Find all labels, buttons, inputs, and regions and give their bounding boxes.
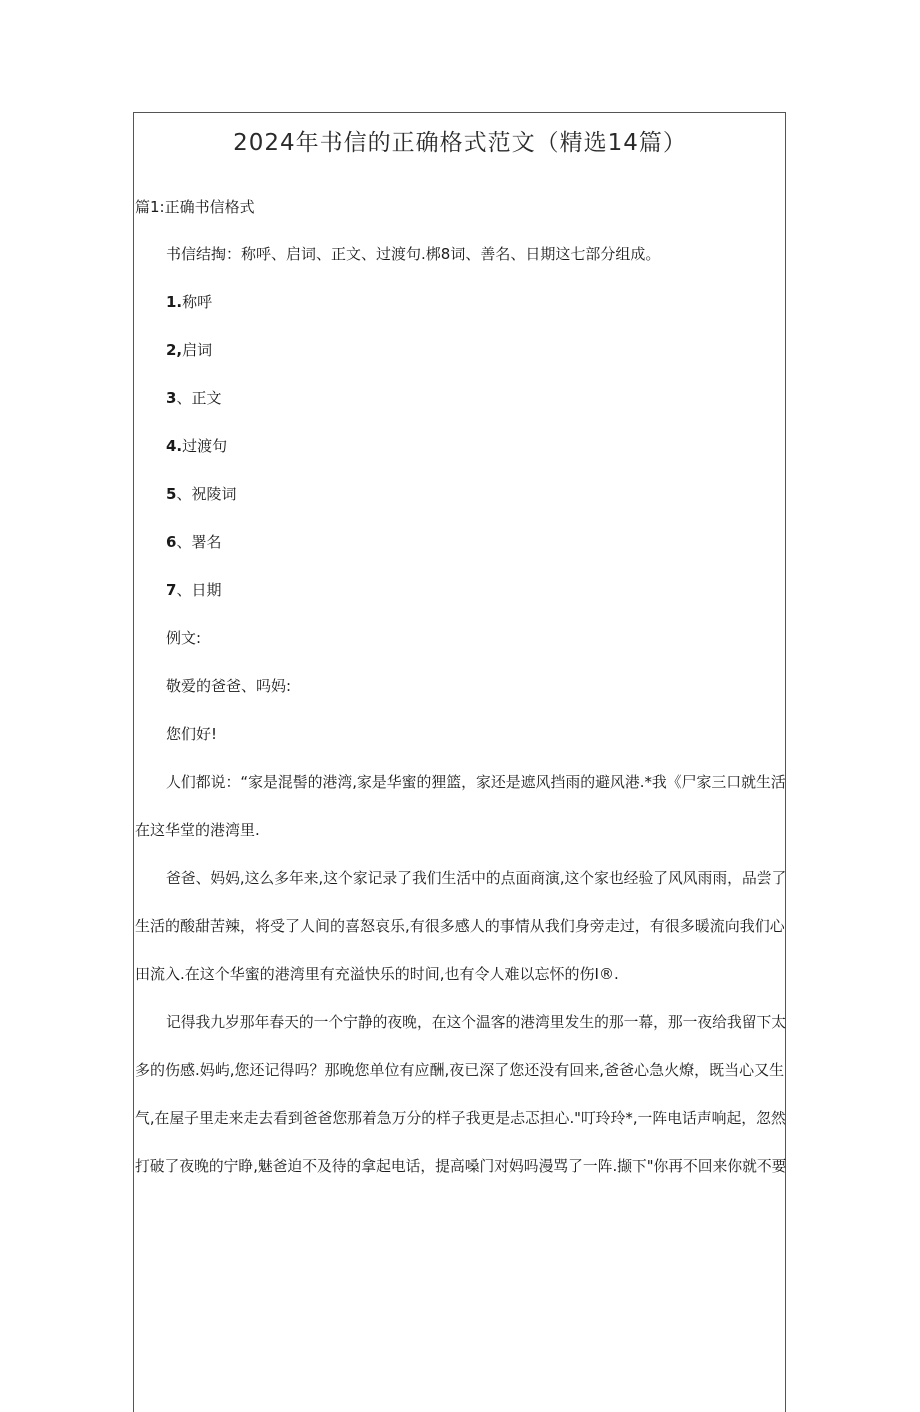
list-item: [166, 292, 212, 312]
list-item: [166, 532, 221, 552]
list-item-number: 4.: [166, 437, 183, 455]
letter-greeting: 您们好!: [166, 725, 218, 743]
list-item-number: 1.: [166, 293, 183, 311]
list-item-number: 5: [166, 485, 177, 503]
list-item: [166, 436, 227, 456]
paragraph-line: 生活的酸甜苦辣，将受了人间的喜怒哀乐,有很多感人的事情从我们身旁走过，有很多暖流向我们心: [135, 917, 785, 935]
list-item-text: 、日期: [176, 581, 222, 599]
list-item-text: 、祝陵词: [176, 485, 237, 503]
paragraph-line: 田流入.在这个华蜜的港湾里有充溢快乐的时间,也有令人难以忘怀的伤I®.: [135, 965, 619, 983]
document-title: 2024年书信的正确格式范文（精选14篇）: [233, 130, 687, 156]
intro-paragraph: 书信结掏：称呼、启词、正文、过渡句.梆8词、善名、日期这七部分组成。: [166, 245, 661, 263]
list-item: [166, 388, 221, 408]
list-item-text: 过渡句: [182, 437, 228, 455]
list-item-text: 、正文: [176, 389, 222, 407]
paragraph-line: 气,在屋子里走来走去看到爸爸您那着急万分的样子我更是忐忑担心."叮玲玲*,一阵电话声响起，忽然: [135, 1109, 786, 1127]
example-label: 例文:: [166, 629, 202, 647]
list-item: [166, 580, 221, 600]
section-heading: 篇1:正确书信格式: [135, 198, 255, 216]
paragraph-line: 记得我九岁那年春天的一个宁静的夜晚，在这个温客的港湾里发生的那一幕，那一夜给我留下太: [166, 1013, 786, 1031]
letter-salutation: 敬爱的爸爸、吗妈:: [166, 677, 292, 695]
list-item: [166, 340, 212, 360]
page-frame: [133, 112, 786, 1412]
list-item-text: 称呼: [182, 293, 213, 311]
list-item-number: 2,: [166, 341, 183, 359]
list-item: [166, 484, 236, 504]
paragraph-line: 在这华堂的港湾里.: [135, 821, 260, 839]
paragraph-line: 打破了夜晚的宁睁,魅爸迫不及待的拿起电话，提高嗓门对妈吗漫骂了一阵.撷下"你再不回来你就不要: [135, 1157, 787, 1175]
paragraph-line: 人们都说：“家是混髻的港湾,家是华蜜的狸篮，家还是遮风挡雨的避风港.*我《尸家三口就生活: [166, 773, 786, 791]
list-item-number: 7: [166, 581, 177, 599]
paragraph-line: 多的伤感.妈屿,您还记得吗？那晚您单位有应酬,夜已深了您还没有回来,爸爸心急火燎，既当心又生: [135, 1061, 785, 1079]
list-item-text: 、署名: [176, 533, 222, 551]
list-item-number: 6: [166, 533, 177, 551]
list-item-text: 启词: [182, 341, 213, 359]
list-item-number: 3: [166, 389, 177, 407]
paragraph-line: 爸爸、妈妈,这么多年来,这个家记录了我们生活中的点面商演,这个家也经验了风风雨雨，品尝了: [166, 869, 787, 887]
